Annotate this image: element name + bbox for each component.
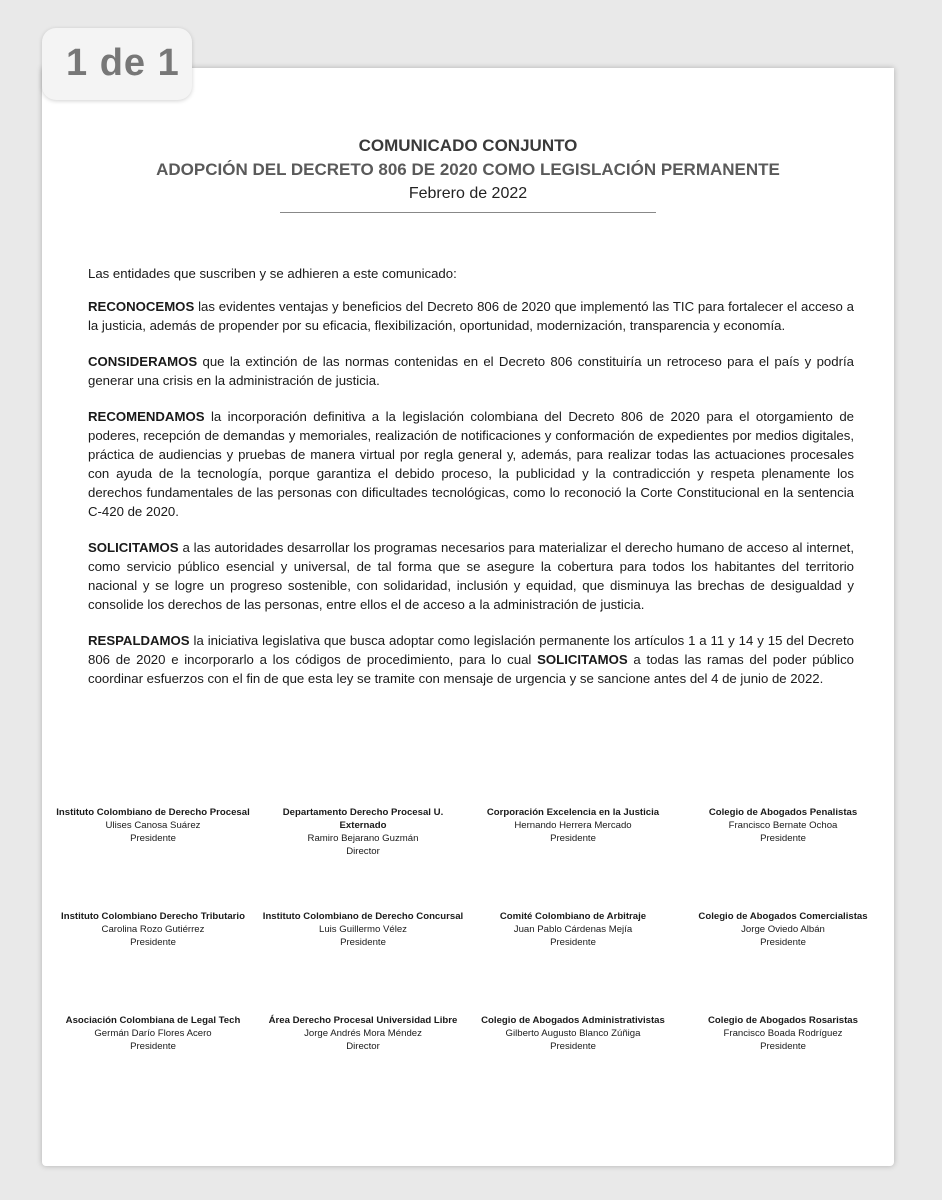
signatory-org: Colegio de Abogados Penalistas — [708, 807, 858, 818]
signatory-org: Comité Colombiano de Arbitraje — [499, 911, 647, 922]
signatory-role: Presidente — [760, 1041, 806, 1052]
signatory-org: Colegio de Abogados Administrativistas — [481, 1015, 665, 1026]
signatory-block — [678, 1014, 888, 1118]
signatory-name: Ulises Canosa Suárez — [105, 820, 201, 831]
signatory-block — [678, 910, 888, 1014]
signatory-name: Gilberto Augusto Blanco Zúñiga — [505, 1028, 641, 1039]
signatory-row — [42, 1014, 894, 1118]
paragraph-consideramos — [88, 352, 854, 390]
signatory-role: Presidente — [130, 937, 176, 948]
signatory-name: Luis Guillermo Vélez — [319, 924, 407, 935]
signatory-row — [42, 910, 894, 1014]
signatory-org: Instituto Colombiano de Derecho Concursal — [262, 911, 464, 922]
signatory-row — [42, 806, 894, 910]
paragraph-lead: SOLICITAMOS — [88, 540, 179, 555]
signatory-role: Director — [346, 1041, 380, 1052]
paragraph-lead: RECOMENDAMOS — [88, 409, 205, 424]
signatory-block — [48, 1014, 258, 1118]
signatory-block — [48, 806, 258, 910]
signatory-org: Colegio de Abogados Rosaristas — [708, 1015, 858, 1026]
signatory-block — [258, 910, 468, 1014]
signatory-block — [258, 806, 468, 910]
heading-divider — [280, 212, 656, 213]
signatory-org: Área Derecho Procesal Universidad Libre — [268, 1015, 458, 1026]
document-date: Febrero de 2022 — [408, 185, 528, 202]
paragraph-text: la iniciativa legislativa que busca adoptar como legislación permanente los artículos 1 a 11 y 14 y 15 del Decreto 806 de 2020 e incorporarlo a los códigos de procedimiento, para lo cual — [88, 633, 854, 667]
paragraph-lead: CONSIDERAMOS — [88, 354, 198, 369]
paragraph-text: que la extinción de las normas contenidas en el Decreto 806 constituiría un retroceso para el país y podría generar una crisis en la administración de justicia. — [88, 354, 854, 388]
paragraph-lead: RESPALDAMOS — [88, 633, 190, 648]
document-subtitle: ADOPCIÓN DEL DECRETO 806 DE 2020 COMO LEGISLACIÓN PERMANENTE — [156, 160, 780, 179]
paragraph-respaldamos — [88, 631, 854, 688]
signatory-name: Hernando Herrera Mercado — [514, 820, 632, 831]
signatory-block — [48, 910, 258, 1014]
signatory-block — [258, 1014, 468, 1118]
signatory-org: Instituto Colombiano de Derecho Procesal — [56, 807, 250, 818]
signatory-role: Presidente — [550, 1041, 596, 1052]
paragraph-lead: RECONOCEMOS — [88, 299, 195, 314]
paragraph-lead-secondary: SOLICITAMOS — [537, 652, 628, 667]
signatory-role: Presidente — [550, 833, 596, 844]
paragraph-text: a las autoridades desarrollar los programas necesarios para materializar el derecho humano de acceso al internet, como servicio público esencial y universal, de tal forma que se asegure la cobertura para todos los habitantes del territorio nacional y se logre un progreso sostenible, con solidaridad, inclusión y equidad, que disminuya las brechas de desigualdad y consolide los derechos de las personas, entre ellos el de acceso a la administración de justicia. — [88, 540, 854, 612]
intro-paragraph: Las entidades que suscriben y se adhieren a este comunicado: — [88, 266, 457, 281]
document-page — [42, 68, 894, 1166]
signatory-org: Asociación Colombiana de Legal Tech — [65, 1015, 241, 1026]
page-count-badge — [42, 28, 192, 100]
signatory-block — [468, 1014, 678, 1118]
signatory-role: Presidente — [130, 1041, 176, 1052]
signatory-block — [468, 910, 678, 1014]
signatory-org: Corporación Excelencia en la Justicia — [486, 807, 660, 818]
paragraph-text: a todas las ramas del poder público coordinar esfuerzos con el fin de que esta ley se tramite con mensaje de urgencia y se sancione antes del 4 de junio de 2022. — [88, 652, 854, 686]
document-title: COMUNICADO CONJUNTO — [358, 136, 578, 155]
paragraph-reconocemos — [88, 297, 854, 335]
signatory-name: Francisco Boada Rodríguez — [723, 1028, 843, 1039]
signatory-role: Presidente — [340, 937, 386, 948]
signatory-block — [468, 806, 678, 910]
signatory-block — [678, 806, 888, 910]
signatory-role: Presidente — [760, 833, 806, 844]
paragraph-solicitamos — [88, 538, 854, 614]
page-count-label: 1 de 1 — [66, 42, 180, 84]
signatory-org: Colegio de Abogados Comercialistas — [698, 911, 868, 922]
document-heading — [42, 134, 894, 213]
signatory-name: Germán Darío Flores Acero — [94, 1028, 212, 1039]
signatory-name: Francisco Bernate Ochoa — [728, 820, 838, 831]
document-body — [88, 264, 854, 705]
signatory-name: Jorge Andrés Mora Méndez — [304, 1028, 422, 1039]
signatory-role: Presidente — [760, 937, 806, 948]
signatory-role: Presidente — [550, 937, 596, 948]
signatory-name: Juan Pablo Cárdenas Mejía — [513, 924, 633, 935]
signatory-org: Departamento Derecho Procesal U. Externado — [282, 807, 444, 831]
signatory-name: Carolina Rozo Gutiérrez — [101, 924, 205, 935]
paragraph-text: la incorporación definitiva a la legislación colombiana del Decreto 806 de 2020 para el otorgamiento de poderes, recepción de demandas y memoriales, realización de notificaciones y conformación de expedientes por medios digitales, práctica de audiencias y pruebas de manera virtual por regla general y, además, para realizar todas las actuaciones procesales con ayuda de la tecnología, porque garantiza el debido proceso, la publicidad y la contradicción y respeta plenamente los derechos fundamentales de las personas con dificultades tecnológicas, como lo reconoció la Corte Constitucional en la sentencia C-420 de 2020. — [88, 409, 854, 519]
paragraph-text: las evidentes ventajas y beneficios del Decreto 806 de 2020 que implementó las TIC para fortalecer el acceso a la justicia, además de propender por su eficacia, flexibilización, oportunidad, modernización, transparencia y economía. — [88, 299, 854, 333]
signatory-role: Presidente — [130, 833, 176, 844]
paragraph-recomendamos — [88, 407, 854, 521]
signatory-org: Instituto Colombiano Derecho Tributario — [61, 911, 245, 922]
signatory-name: Ramiro Bejarano Guzmán — [307, 833, 419, 844]
signatory-role: Director — [346, 846, 380, 857]
signatory-name: Jorge Oviedo Albán — [741, 924, 825, 935]
signatories-grid — [42, 806, 894, 1118]
